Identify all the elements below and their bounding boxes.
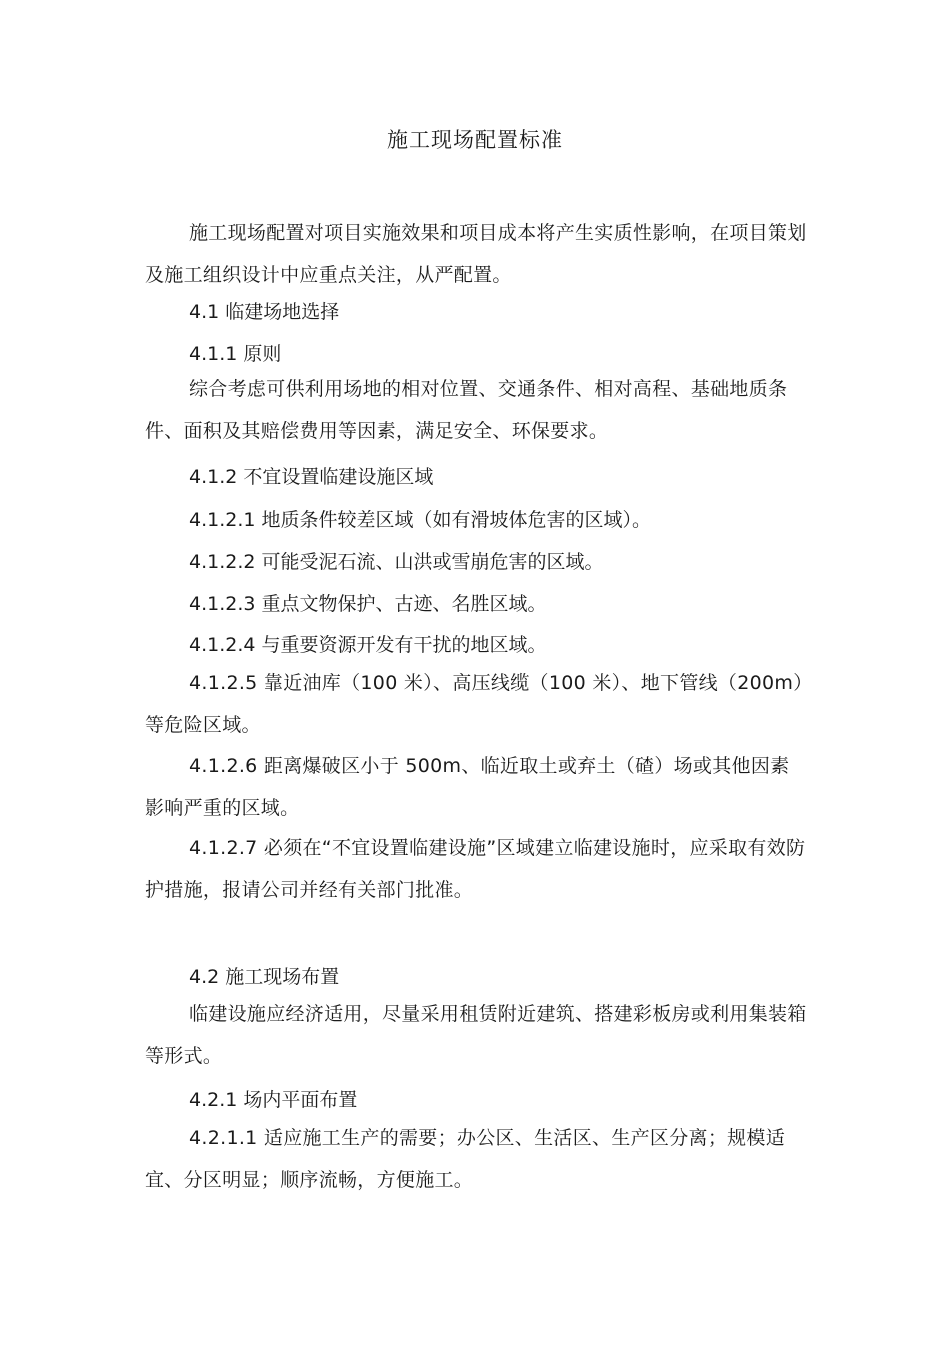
page-title: 施工现场配置标准 xyxy=(387,128,563,152)
heading-4-2-1: 4.2.1 场内平面布置 xyxy=(189,1089,358,1111)
heading-4-1-1: 4.1.1 原则 xyxy=(189,343,282,365)
heading-4-1-2: 4.1.2 不宜设置临建设施区域 xyxy=(189,466,434,488)
item-4-1-2-1: 4.1.2.1 地质条件较差区域（如有滑坡体危害的区域）。 xyxy=(189,509,652,531)
item-4-1-2-7: 4.1.2.7 必须在“不宜设置临建设施”区域建立临建设施时，应采取有效防护措施，报请公司并经有关部门批准。 xyxy=(145,837,806,901)
intro-paragraph: 施工现场配置对项目实施效果和项目成本将产生实质性影响，在项目策划及施工组织设计中应重点关注，从严配置。 xyxy=(145,222,807,286)
paragraph-4-2: 临建设施应经济适用，尽量采用租赁附近建筑、搭建彩板房或利用集装箱等形式。 xyxy=(145,1003,807,1067)
item-4-1-2-5: 4.1.2.5 靠近油库（100 米）、高压线缆（100 米）、地下管线（200m）等危险区域。 xyxy=(145,672,803,736)
item-4-1-2-6: 4.1.2.6 距离爆破区小于 500m、临近取土或弃土（碴）场或其他因素影响严重的区域。 xyxy=(145,755,790,819)
item-4-2-1-1: 4.2.1.1 适应施工生产的需要；办公区、生活区、生产区分离；规模适宜、分区明显；顺序流畅，方便施工。 xyxy=(145,1127,786,1191)
heading-4-2: 4.2 施工现场布置 xyxy=(189,966,340,988)
heading-4-1: 4.1 临建场地选择 xyxy=(189,301,340,323)
item-4-1-2-4: 4.1.2.4 与重要资源开发有干扰的地区域。 xyxy=(189,634,547,656)
item-4-1-2-2: 4.1.2.2 可能受泥石流、山洪或雪崩危害的区域。 xyxy=(189,551,604,573)
paragraph-4-1-1: 综合考虑可供利用场地的相对位置、交通条件、相对高程、基础地质条件、面积及其赔偿费用等因素，满足安全、环保要求。 xyxy=(145,378,788,442)
item-4-1-2-3: 4.1.2.3 重点文物保护、古迹、名胜区域。 xyxy=(189,593,547,615)
